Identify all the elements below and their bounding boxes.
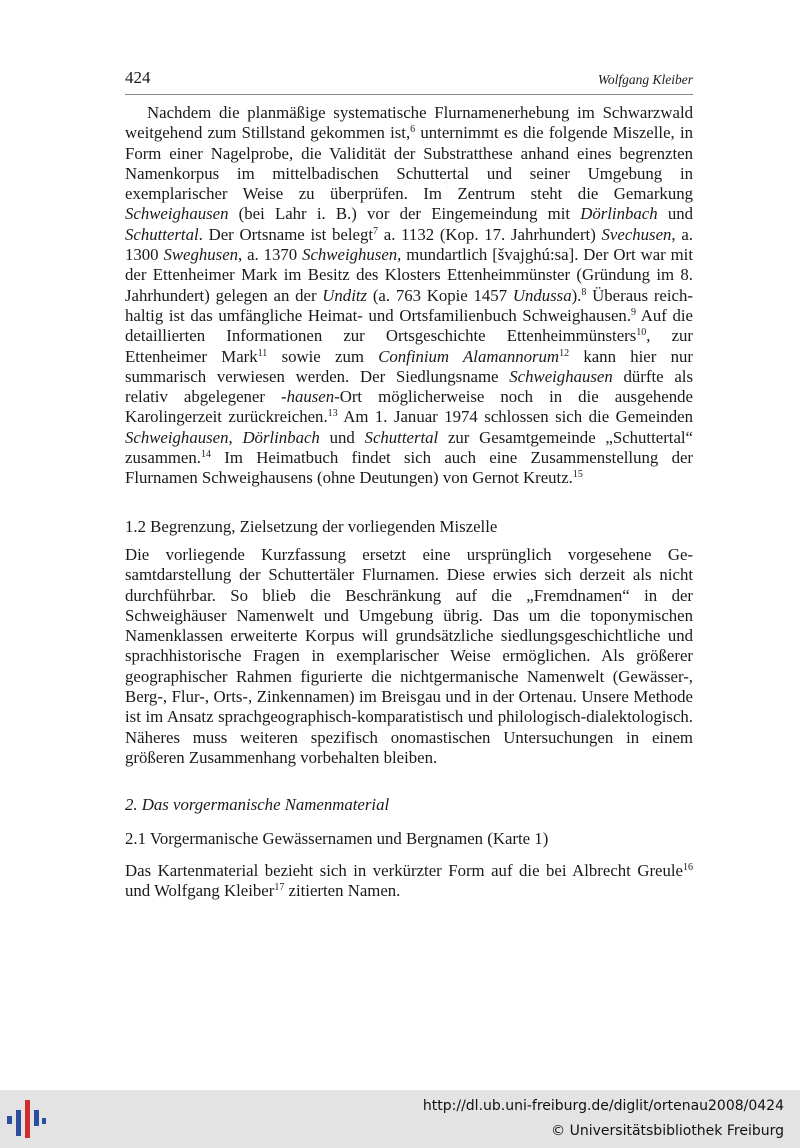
italic-term: Schweighausen [125, 204, 229, 224]
text-run: zitierten Namen. [284, 881, 401, 901]
footer-url-link[interactable]: http://dl.ub.uni-freiburg.de/diglit/ortenau2008/0424 [422, 1098, 784, 1114]
text-run: (bei Lahr i. B.) vor der Eingemeindung mit [228, 204, 581, 224]
text-run: und Wolfgang Kleiber [125, 881, 275, 901]
footnote-ref: 15 [572, 469, 583, 481]
text-run: sowie zum [267, 346, 379, 366]
footnote-ref: 17 [274, 882, 285, 894]
text-run: zur Gesamtgemeinde „Schuttertal“ zusammen. [125, 427, 694, 468]
text-run: , [228, 427, 243, 447]
paragraph-section-2-1 [125, 861, 693, 902]
text-run: Überaus reichhaltig ist das umfängliche Heimat- und Ortsfamilienbuch Schweighausen. [125, 285, 693, 325]
text-run: dürfte als relativ abgelegener [125, 366, 693, 407]
library-logo-icon [6, 1096, 48, 1142]
text-run: , zur Ettenheimer Mark [125, 326, 693, 366]
text-run: , mundartlich [švajghú:sa]. Der Ort war mit der Ettenheimer Mark im Besitz des Klosters Ettenheimmünster (Gründung im 8. Jahrhundert) gelegen an der [125, 245, 693, 305]
section-heading-1-2: 1.2 Begrenzung, Zielsetzung der vorliegenden Miszelle [125, 516, 498, 536]
paragraph-section-1-2: Die vorliegende Kurzfassung ersetzt eine ursprünglich vorgesehene Gesamtdarstellung der Schuttertäler Flurnamen. Diese erwies sich derzeit als nicht durchführbar. So blieb die Beschränkung auf die „Fremdnamen“ in der Schweighäuser Namenwelt und Umgebung übrig. Das um die toponymischen Namenklassen erweiterte Korpus will grundsätzliche siedlungsgeschichtliche und sprachhistorische Fragen in exemplarischer Weise ermöglichen. Als größerer geographischer Rahmen figurierte die nichtgermanische Namenwelt (Gewässer-, Berg-, Flur-, Orts-, Zinkennamen) im Breisgau und in der Ortenau. Unsere Methode ist im Ansatz sprachgeographisch-komparatistisch und philologisch-dialektologisch. Näheres muss weiteren spezifisch onomastischen Untersuchungen in einem größeren Zusammenhang vorbehalten bleiben. [125, 544, 693, 767]
text-run: Das Kartenmaterial bezieht sich in verkürzter Form auf die bei Albrecht Greule [125, 860, 683, 880]
italic-term: Schuttertal [364, 427, 439, 447]
text-run: Am 1. Januar 1974 schlossen sich die Gemeinden [337, 407, 693, 427]
text-run: -Ort möglicherweise noch in die ausgehende Karolingerzeit zurückreichen. [125, 387, 693, 427]
chapter-heading-2: 2. Das vorgermanische Namenmaterial [125, 795, 390, 815]
footnote-ref: 8 [581, 286, 587, 298]
page-header [125, 68, 693, 95]
text-run: , a. 1300 [125, 224, 693, 265]
paragraph-intro [125, 103, 693, 489]
footnote-ref: 7 [373, 225, 379, 237]
text-run: Nachdem die planmäßige systematische Flurnamenerhebung im Schwarzwald weitgehend zum Stillstand gekommen ist, [125, 103, 693, 143]
italic-term: Schuttertal [125, 224, 199, 244]
italic-term: -hausen [281, 387, 335, 407]
page-number: 424 [125, 68, 151, 87]
text-run: Im Heimatbuch findet sich auch eine Zusammenstellung der Flurnamen Schweighausens (ohne Deutungen) von Gernot Kreutz. [125, 448, 693, 488]
text-run: Auf die detaillierten Informationen zur Ortsgeschichte Ettenheimmünsters [125, 305, 693, 346]
text-run: und [657, 204, 693, 224]
text-run: , a. 1370 [238, 245, 303, 265]
italic-term: Dörlinbach [242, 427, 320, 447]
footnote-ref: 10 [636, 327, 647, 339]
body-text [125, 103, 693, 901]
text-run: (a. 763 Kopie 1457 [367, 285, 513, 305]
footnote-ref: 9 [631, 306, 637, 318]
italic-term: Schweighusen [302, 245, 398, 265]
section-heading-2-1: 2.1 Vorgermanische Gewässernamen und Bergnamen (Karte 1) [125, 828, 549, 848]
footnote-ref: 11 [257, 347, 268, 359]
text-run: unternimmt es die folgende Miszelle, in Form einer Nagelprobe, die Validität der Substratthese anhand eines begrenzten Namenkorpus im mittelbadischen Schuttertal und seiner Umgebung in exemplarischer Weise zu überprüfen. Im Zentrum steht die Gemarkung [125, 123, 694, 204]
italic-term: Undussa [512, 285, 572, 305]
italic-term: Schweighausen [125, 427, 229, 447]
footnote-ref: 14 [200, 449, 211, 461]
text-run: und [319, 427, 365, 447]
italic-term: Sweghusen [163, 245, 239, 265]
italic-term: Unditz [322, 285, 368, 305]
text-run: kann hier nur summarisch verwiesen werden. Der Siedlungsname [125, 346, 693, 386]
italic-term: Svechusen [601, 224, 672, 244]
text-run: ). [571, 285, 582, 305]
footnote-ref: 12 [559, 347, 570, 359]
footnote-ref: 13 [327, 408, 338, 420]
footnote-ref: 6 [410, 124, 416, 136]
italic-term: Confinium Alamannorum [378, 346, 560, 366]
text-run: . Der Ortsname ist belegt [198, 224, 374, 244]
footer-bar [0, 1090, 800, 1148]
running-head-author: Wolfgang Kleiber [597, 72, 693, 87]
text-run: a. 1132 (Kop. 17. Jahrhundert) [378, 224, 602, 244]
italic-term: Dörlinbach [580, 204, 658, 224]
footer-copyright: © Universitätsbibliothek Freiburg [551, 1123, 784, 1139]
italic-term: Schweighausen [509, 366, 613, 386]
footnote-ref: 16 [683, 861, 693, 873]
